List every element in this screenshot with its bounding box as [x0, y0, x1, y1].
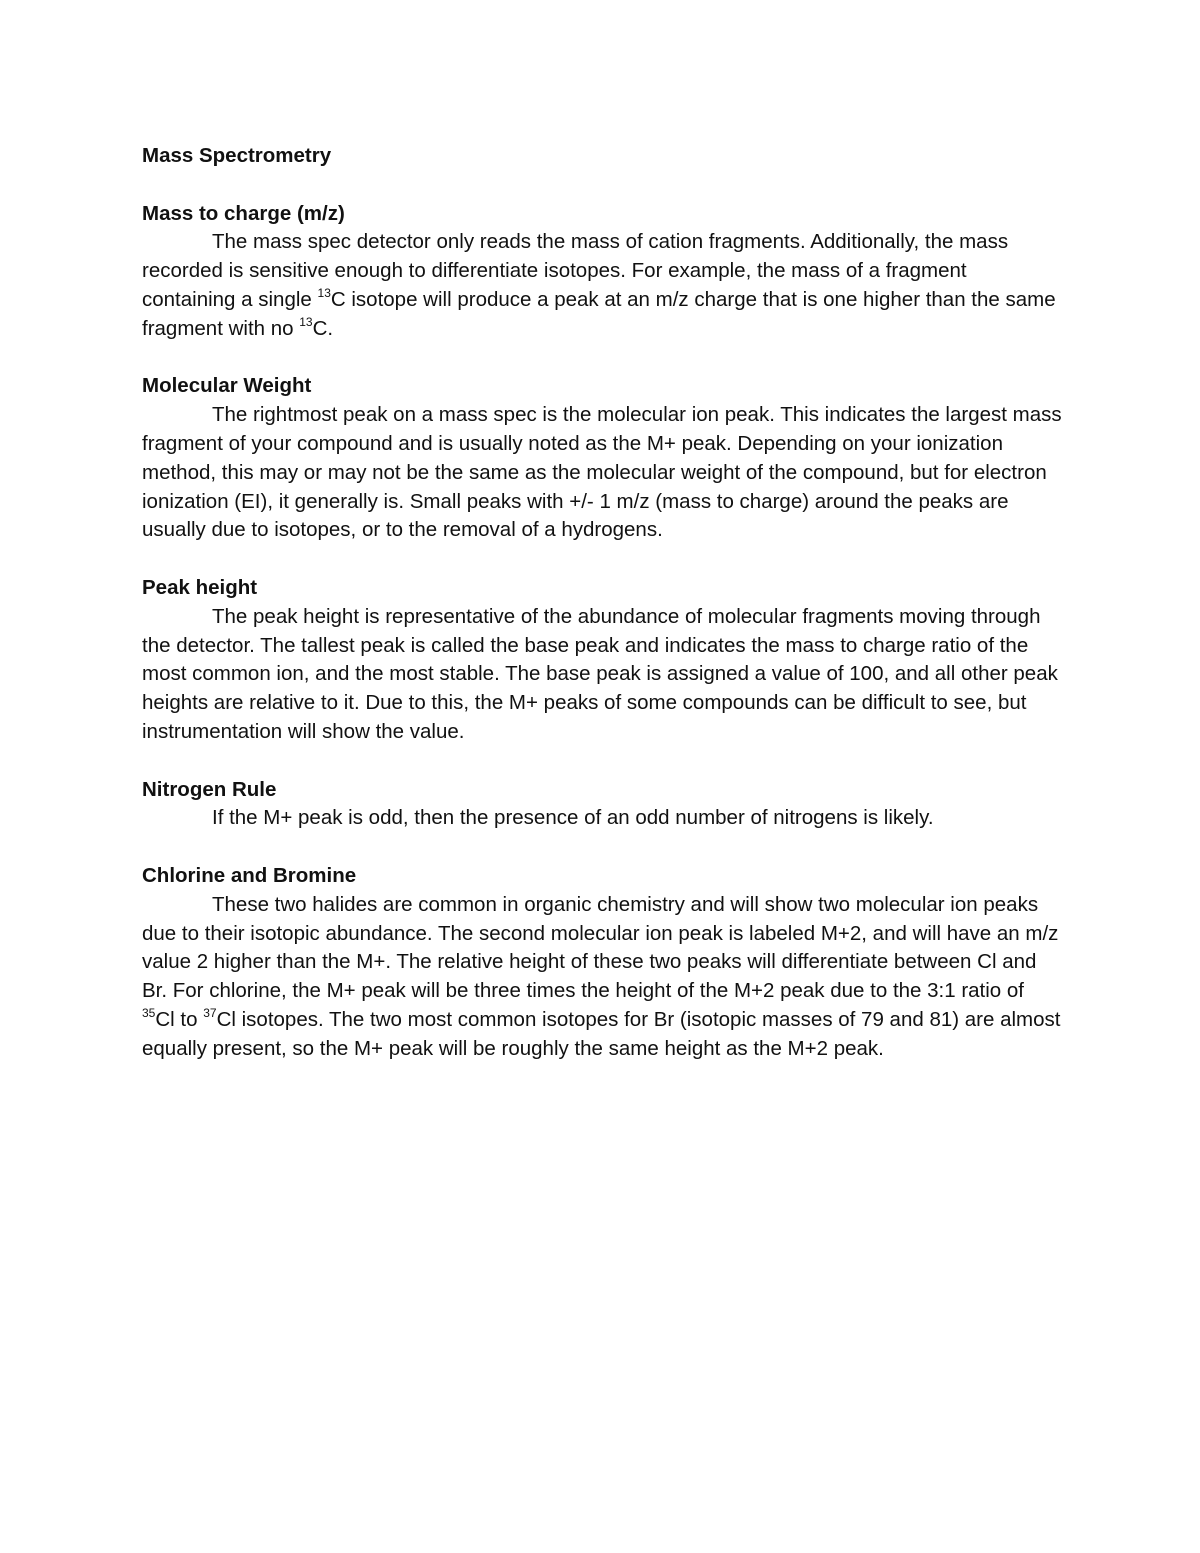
document-page — [142, 142, 1062, 1092]
paragraph-text: C. — [312, 316, 334, 340]
superscript-isotope: 13 — [299, 314, 313, 329]
paragraph-text: C isotope will produce a peak at an m/z charge that is one higher than the same fragment with no — [142, 287, 1056, 340]
section-heading: Chlorine and Bromine — [142, 863, 357, 887]
section-nitrogen-rule — [142, 776, 1062, 834]
superscript-isotope: 13 — [317, 286, 331, 301]
section-paragraph — [142, 891, 1062, 1064]
section-heading: Mass to charge (m/z) — [142, 201, 345, 225]
section-heading: Molecular Weight — [142, 374, 312, 398]
paragraph-text: Cl to — [155, 1007, 204, 1031]
paragraph-text: If the M+ peak is odd, then the presence of an odd number of nitrogens is likely. — [212, 806, 934, 830]
superscript-isotope: 35 — [142, 1006, 156, 1021]
section-heading: Peak height — [142, 575, 258, 599]
paragraph-text: The mass spec detector only reads the mass of cation fragments. Additionally, the mass recorded is sensitive enough to differentiate isotopes. For example, the mass of a fragment containing a single — [142, 230, 1009, 311]
section-mass-to-charge — [142, 200, 1062, 344]
paragraph-text: These two halides are common in organic chemistry and will show two molecular ion peaks due to their isotopic abundance. The second molecular ion peak is labeled M+2, and will have an m/z value 2 higher than the M+. The relative height of these two peaks will differentiate between Cl and Br. For chlorine, the M+ peak will be three times the height of the M+2 peak due to the 3:1 ratio of — [142, 892, 1059, 1003]
section-paragraph — [142, 228, 1062, 343]
section-peak-height — [142, 574, 1062, 747]
paragraph-text: The rightmost peak on a mass spec is the molecular ion peak. This indicates the largest mass fragment of your compound and is usually noted as the M+ peak. Depending on your ionization method, this may or may not be the same as the molecular weight of the compound, but for electron ionization (EI), it generally is. Small peaks with +/- 1 m/z (mass to charge) around the peaks are usually due to isotopes, or to the removal of a hydrogens. — [142, 403, 1062, 542]
paragraph-text: The peak height is representative of the abundance of molecular fragments moving through the detector. The tallest peak is called the base peak and indicates the mass to charge ratio of the most common ion, and the most stable. The base peak is assigned a value of 100, and all other peak heights are relative to it. Due to this, the M+ peaks of some compounds can be difficult to see, but instrumentation will show the value. — [142, 604, 1058, 743]
superscript-isotope: 37 — [203, 1006, 217, 1021]
section-paragraph — [142, 804, 1062, 833]
section-molecular-weight — [142, 372, 1062, 545]
section-paragraph — [142, 603, 1062, 747]
section-paragraph — [142, 401, 1062, 545]
section-heading: Nitrogen Rule — [142, 777, 277, 801]
paragraph-text: Cl isotopes. The two most common isotopes for Br (isotopic masses of 79 and 81) are almost equally present, so the M+ peak will be roughly the same height as the M+2 peak. — [142, 1007, 1061, 1060]
section-chlorine-and-bromine — [142, 862, 1062, 1064]
document-title: Mass Spectrometry — [142, 144, 332, 167]
